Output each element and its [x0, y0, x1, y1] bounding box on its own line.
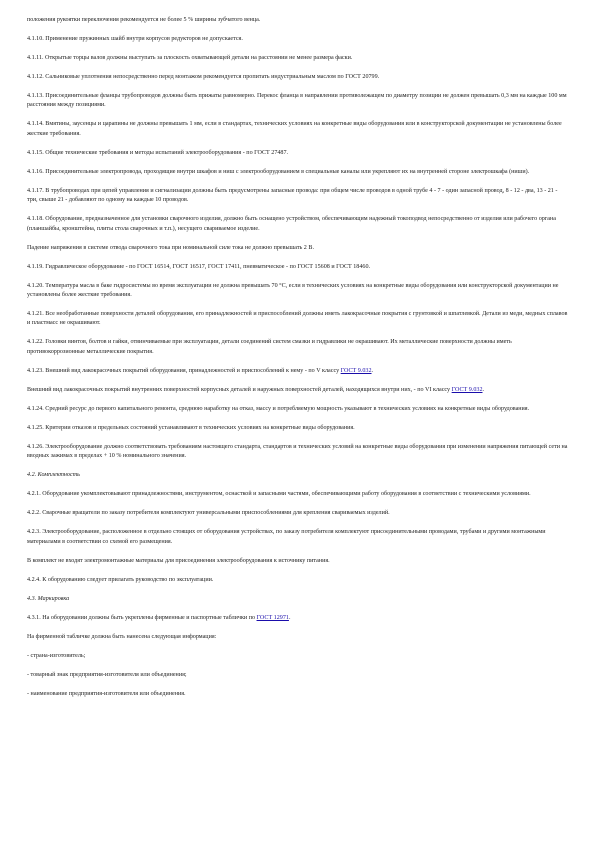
gost-9-032-link[interactable]: ГОСТ 9.032 [451, 386, 483, 393]
gost-12971-link[interactable]: ГОСТ 12971 [256, 614, 289, 621]
clause-4-1-26: 4.1.26. Электрооборудование должно соответствовать требованиям настоящего стандарта, стандартов и технических условий на конкретные виды оборудования при изменении напряжения питающей сети на вводных зажимах в пределах + 10 % номинального значения. [27, 443, 568, 460]
clause-4-1-13: 4.1.13. Присоединительные фланцы трубопроводов должны быть прижаты равномерно. Перекос фланца в направлении противолежащем по диаметру позиции не должен превышать 0,3 мм на каждые 100 мм расстояния между позициями. [27, 93, 567, 109]
paragraph: положения рукоятки переключения рекомендуется не более 5 % ширины зубчатого венца. [27, 17, 261, 23]
clause-4-2-1: 4.2.1. Оборудование укомплектовывают принадлежностями, инструментом, оснасткой и запасными частями, обеспечивающими работу оборудования в соответствии с техническими условиями. [27, 491, 531, 498]
clause-4-1-12: 4.1.12. Сальниковые уплотнения непосредственно перед монтажом рекомендуется пропитать индустриальным маслом по ГОСТ 20799. [27, 74, 380, 80]
clause-4-1-17: 4.1.17. В трубопроводах при цепей управления и сигнализации должны быть предусмотрены запасные провода: при общем числе проводов в одной трубе 4 - 7 - один запасной провод, 8 - 12 - два, 13 - 21 - три, свыше 21 - добавляют по одному на каждые 10 проводов. [27, 187, 558, 204]
clause-4-2-4: 4.2.4. К оборудованию следует прилагать руководство по эксплуатации. [27, 576, 214, 583]
clause-4-2-3: 4.2.3. Электрооборудование, расположенное в отдельно стоящих от оборудования устройствах, по заказу потребителя комплектуют присоединительными проводами, трубами и другими монтажными материалами в соответствии со схемой его размещения. [27, 529, 546, 545]
clause-4-1-11: 4.1.11. Открытые торцы валов должны выступать за плоскость охватывающей детали на расстоянии не менее размера фаски. [27, 55, 353, 61]
clause-4-1-20: 4.1.20. Температура масла в баке гидросистемы во время эксплуатации не должна превышать 70 °С, если в технических условиях на конкретные виды оборудования или конструкторской документации не установлены более жесткие требования. [27, 282, 559, 299]
clause-4-1-24: 4.1.24. Средний ресурс до первого капитального ремонта, среднюю наработку на отказ, массу и потребляемую мощность указывают в технических условиях на конкретные виды оборудования. [27, 405, 530, 412]
paragraph-internal-surfaces: Внешний вид лакокрасочных покрытий внутренних поверхностей корпусных деталей и наружных поверхностей деталей, находящихся внутри них, - по VI классу ГОСТ 9.032. [27, 386, 485, 393]
clause-4-1-15: 4.1.15. Общие технические требования и методы испытаний электрооборудования - по ГОСТ 27487. [27, 149, 289, 156]
clause-4-1-22: 4.1.22. Головки винтов, болтов и гайки, отвинчиваемые при эксплуатации, детали соединений систем смазки и гидравлики не окрашивают. Их металлические поверхности должны иметь противокоррозионные металлические покрытия. [27, 339, 512, 355]
gost-9-032-link[interactable]: ГОСТ 9.032 [340, 367, 372, 374]
list-item: - наименование предприятия-изготовителя или объединения. [27, 690, 186, 697]
paragraph-excluded-materials: В комплект не входят электромонтажные материалы для присоединения электрооборудования к источнику питания. [27, 557, 330, 564]
clause-4-1-21: 4.1.21. Все необработанные поверхности деталей оборудования, его принадлежностей и приспособлений должны иметь лакокрасочные покрытия с грунтовкой и шпатлевкой. Детали из меди, медных сплавов и пластмасс не окрашивают. [27, 311, 568, 327]
clause-4-1-19: 4.1.19. Гидравлическое оборудование - по ГОСТ 16514, ГОСТ 16517, ГОСТ 17411, пневматическое - по ГОСТ 15608 и ГОСТ 18460. [27, 263, 371, 270]
paragraph-plate-info: На фирменной табличке должна быть нанесена следующая информация: [27, 633, 217, 640]
clause-4-2-2: 4.2.2. Сварочные вращатели по заказу потребителя комплектуют универсальными приспособлениями для крепления свариваемых изделий. [27, 510, 390, 517]
section-heading-marking: 4.3. Маркировка [27, 595, 70, 602]
list-item: - товарный знак предприятия-изготовителя или объединения; [27, 671, 187, 678]
list-item: - страна-изготовитель; [27, 652, 86, 659]
clause-4-1-23: 4.1.23. Внешний вид лакокрасочных покрытий оборудования, принадлежностей и приспособлений к нему - по V классу ГОСТ 9.032. [27, 367, 374, 374]
clause-4-1-18: 4.1.18. Оборудование, предназначенное для установки сварочного изделия, должно быть оснащено устройством, обеспечивающим надежный токоподвод непосредственно от изделия или рабочего органа (планшайбы, кронштейна, плиты стола сварочных и т.п.), несущего свариваемое изделие. [27, 216, 556, 232]
clause-4-3-1: 4.3.1. На оборудовании должны быть укреплены фирменные и паспортные таблички по ГОСТ 12971. [27, 614, 291, 621]
clause-4-1-14: 4.1.14. Вмятины, заусенцы и царапины не должны превышать 1 мм, если в стандартах, технических условиях на конкретные виды оборудования или в конструкторской документации не установлены более жесткие требования. [27, 121, 562, 137]
clause-4-1-25: 4.1.25. Критерии отказов и предельных состояний устанавливают в технических условиях на конкретные виды оборудования. [27, 424, 355, 431]
clause-4-1-10: 4.1.10. Применение пружинных шайб внутри корпусов редукторов не допускается. [27, 36, 243, 42]
paragraph-voltage-drop: Падение напряжения в системе отвода сварочного тока при номинальной силе тока не должно превышать 2 В. [27, 244, 314, 251]
clause-4-1-16: 4.1.16. Присоединительные электропровода, проходящие внутри шкафов и ниш с электрооборудованием в специальные каналы или укрепляют их на внутренней стороне электрошкафа (ниши). [27, 168, 530, 175]
section-heading-completeness: 4.2. Комплектность [27, 472, 80, 479]
